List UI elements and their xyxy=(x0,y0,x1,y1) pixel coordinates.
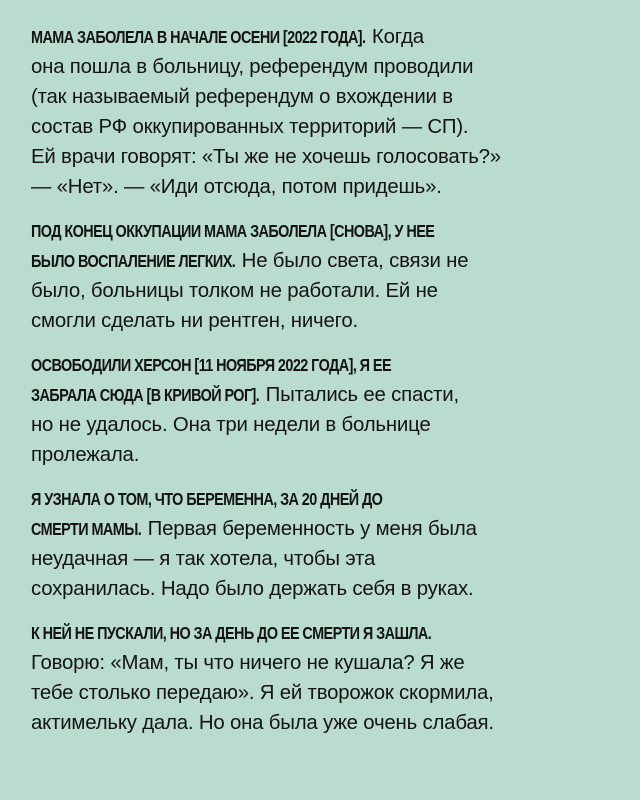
text-line: — «Нет». — «Иди отсюда, потом придешь». xyxy=(31,176,442,198)
paragraph-4 xyxy=(31,484,613,604)
lead-line xyxy=(31,216,613,246)
lead-line xyxy=(31,350,613,380)
text-line: Говорю: «Мам, ты что ничего не кушала? Я же xyxy=(31,652,465,674)
text-line: состав РФ оккупированных территорий — СП). xyxy=(31,116,469,138)
lead-line xyxy=(31,246,613,276)
text-line: но не удалось. Она три недели в больнице xyxy=(31,414,431,436)
paragraph-lead: К НЕЙ НЕ ПУСКАЛИ, НО ЗА ДЕНЬ ДО ЕЕ СМЕРТИ Я ЗАШЛА. xyxy=(31,623,432,643)
lead-line xyxy=(31,514,613,544)
text-line: актимельку дала. Но она была уже очень слабая. xyxy=(31,712,494,734)
text-line: неудачная — я так хотела, чтобы эта xyxy=(31,548,376,570)
lead-tail: Не было света, связи не xyxy=(236,250,469,272)
paragraph-5 xyxy=(31,618,613,738)
paragraph-lead: БЫЛО ВОСПАЛЕНИЕ ЛЕГКИХ. xyxy=(31,251,236,271)
paragraph-lead: ПОД КОНЕЦ ОККУПАЦИИ МАМА ЗАБОЛЕЛА [СНОВА], У НЕЕ xyxy=(31,221,435,241)
text-line: было, больницы толком не работали. Ей не xyxy=(31,280,438,302)
lead-line xyxy=(31,22,613,52)
text-line: Ей врачи говорят: «Ты же не хочешь голосовать?» xyxy=(31,146,501,168)
paragraph-2 xyxy=(31,216,613,336)
paragraph-lead: СМЕРТИ МАМЫ. xyxy=(31,519,142,539)
lead-line xyxy=(31,618,613,648)
text-line: она пошла в больницу, референдум проводили xyxy=(31,56,474,78)
lead-line xyxy=(31,484,613,514)
lead-tail: Пытались ее спасти, xyxy=(260,384,459,406)
lead-tail: Когда xyxy=(366,26,424,48)
text-line: сохранилась. Надо было держать себя в руках. xyxy=(31,578,474,600)
paragraph-lead: Я УЗНАЛА О ТОМ, ЧТО БЕРЕМЕННА, ЗА 20 ДНЕЙ ДО xyxy=(31,489,383,509)
paragraph-lead: ОСВОБОДИЛИ ХЕРСОН [11 НОЯБРЯ 2022 ГОДА], Я ЕЕ xyxy=(31,355,392,375)
paragraph-1 xyxy=(31,22,613,202)
text-line: смогли сделать ни рентген, ничего. xyxy=(31,310,358,332)
article-text xyxy=(31,22,613,752)
text-line: пролежала. xyxy=(31,444,140,466)
text-line: (так называемый референдум о вхождении в xyxy=(31,86,453,108)
lead-line xyxy=(31,380,613,410)
paragraph-lead: МАМА ЗАБОЛЕЛА В НАЧАЛЕ ОСЕНИ [2022 ГОДА]. xyxy=(31,27,366,47)
lead-tail: Первая беременность у меня была xyxy=(142,518,477,540)
paragraph-lead: ЗАБРАЛА СЮДА [В КРИВОЙ РОГ]. xyxy=(31,385,260,405)
paragraph-3 xyxy=(31,350,613,470)
text-line: тебе столько передаю». Я ей творожок скормила, xyxy=(31,682,494,704)
